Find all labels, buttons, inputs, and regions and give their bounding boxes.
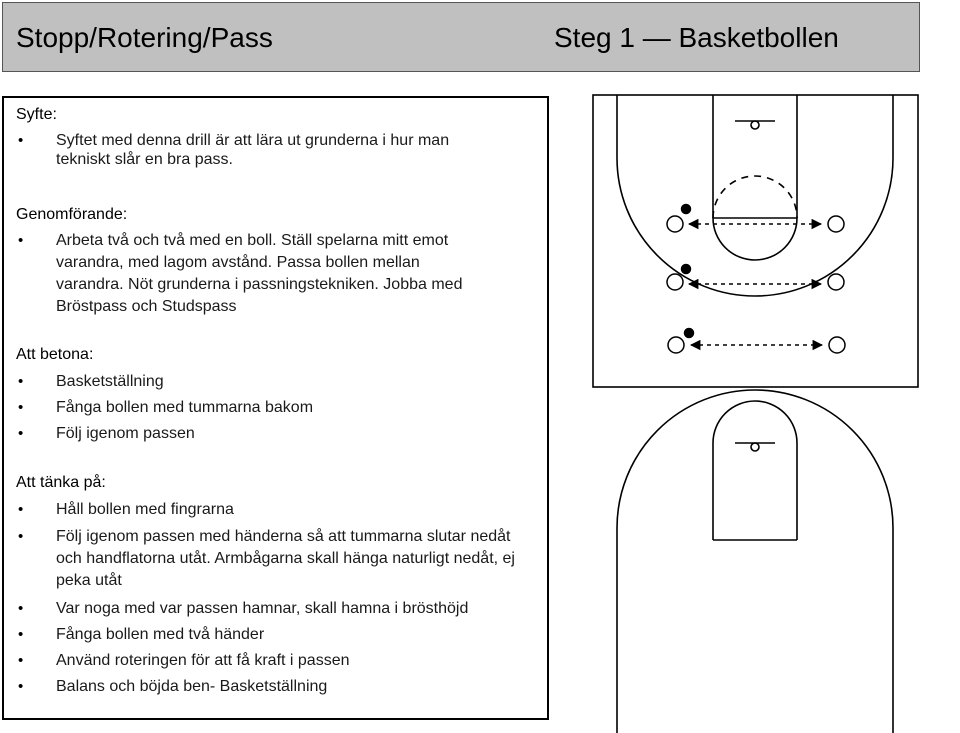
pair-3 (668, 329, 845, 354)
execution-section (16, 206, 486, 318)
execution-heading: Genomförande: (16, 206, 128, 223)
instructions-box (2, 96, 549, 720)
emphasize-section (16, 346, 496, 443)
think-item: • Fånga bollen med två händer (16, 625, 516, 644)
think-heading: Att tänka på: (16, 474, 106, 491)
emphasize-heading: Att betona: (16, 346, 94, 363)
emphasize-item: • Basketställning (16, 372, 496, 391)
step-title: Steg 1 — Basketbollen (554, 22, 839, 53)
think-item: • Använd roteringen för att få kraft i passen (16, 651, 516, 670)
emphasize-item: • Fånga bollen med tummarna bakom (16, 398, 496, 417)
think-item: • Balans och böjda ben- Basketställning (16, 677, 516, 696)
execution-item: • Arbeta två och två med en boll. Ställ spelarna mitt emot varandra, med lagom avstånd. Passa bollen mellan varandra. Nöt grunderna i passningstekniken. Jobba med Bröstpass och Studspass (16, 230, 486, 318)
purpose-item: • Syftet med denna drill är att lära ut grunderna i hur man tekniskt slår en bra pass. (16, 131, 486, 169)
purpose-section (16, 106, 486, 169)
purpose-heading: Syfte: (16, 106, 57, 123)
think-item: • Håll bollen med fingrarna (16, 500, 516, 519)
court-diagram (585, 78, 960, 733)
pair-2 (667, 265, 844, 291)
think-item: • Var noga med var passen hamnar, skall hamna i brösthöjd (16, 599, 516, 618)
court-bottom-half (617, 390, 893, 733)
emphasize-item: • Följ igenom passen (16, 424, 496, 443)
court-top-half (593, 95, 918, 387)
title-bar (2, 2, 920, 72)
think-section (16, 474, 516, 696)
think-item: • Följ igenom passen med händerna så att tummarna slutar nedåt och handflatorna utåt. Armbågarna skall hänga naturligt nedåt, ej peka utåt (16, 526, 516, 592)
drill-title: Stopp/Rotering/Pass (16, 22, 273, 53)
